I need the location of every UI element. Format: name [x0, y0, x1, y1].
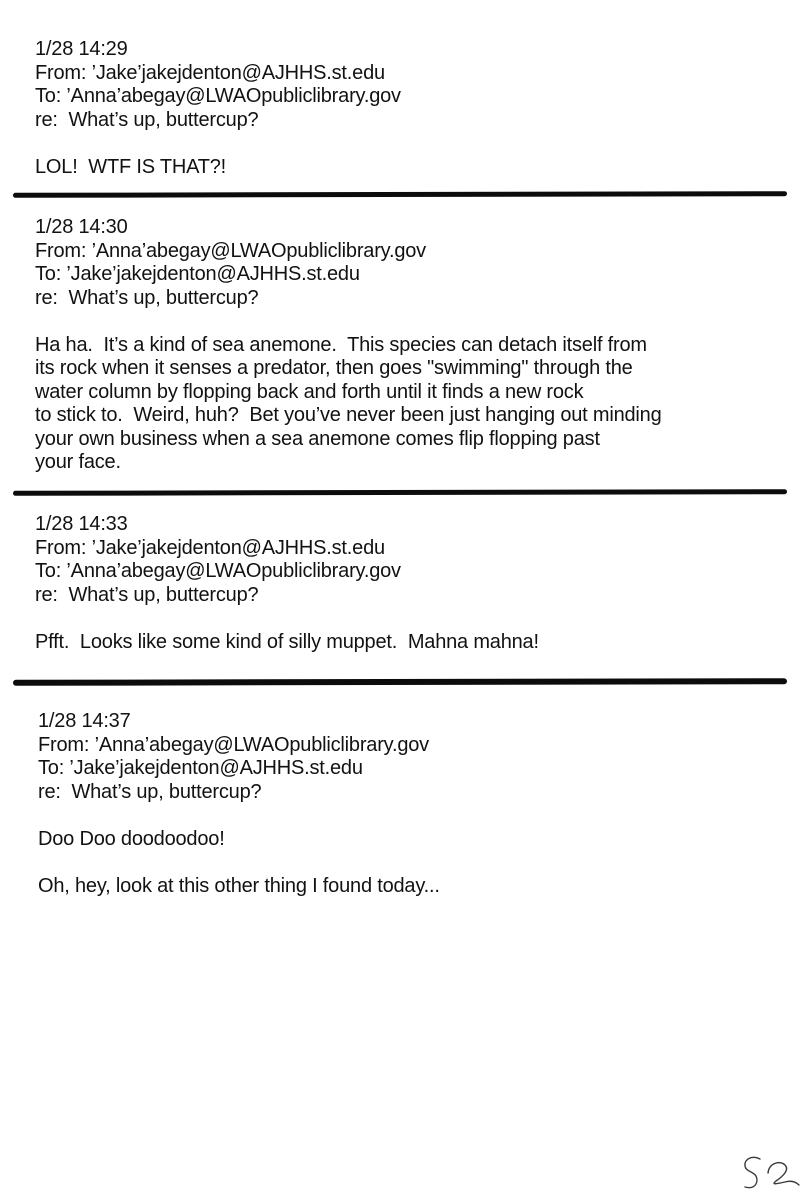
email-body-line: its rock when it senses a predator, then goes "swimming" through the	[35, 357, 633, 379]
email-subject: re: What’s up, buttercup?	[35, 583, 259, 606]
email-subject: re: What’s up, buttercup?	[38, 780, 262, 803]
email-body-line: Oh, hey, look at this other thing I found today...	[38, 874, 440, 897]
email-body-line: water column by flopping back and forth until it finds a new rock	[35, 380, 584, 403]
email-to: To: ’Jake’jakejdenton@AJHHS.st.edu	[38, 757, 363, 779]
email-body-line: your own business when a sea anemone comes flip flopping past	[35, 427, 600, 450]
email-body-line: to stick to. Weird, huh? Bet you’ve never been just hanging out minding	[35, 404, 662, 426]
email-subject: re: What’s up, buttercup?	[35, 108, 259, 131]
email-timestamp: 1/28 14:29	[35, 38, 128, 60]
email-body-line: Pfft. Looks like some kind of silly muppet. Mahna mahna!	[35, 630, 539, 653]
email-message-3	[35, 513, 780, 654]
email-to: To: ’Anna’abegay@LWAOpubliclibrary.gov	[35, 560, 401, 582]
email-timestamp: 1/28 14:30	[35, 216, 128, 238]
email-timestamp: 1/28 14:37	[38, 710, 131, 732]
email-body-line: Doo Doo doodoodoo!	[38, 827, 225, 850]
email-message-2	[35, 216, 780, 475]
email-from: From: ’Jake’jakejdenton@AJHHS.st.edu	[35, 61, 385, 84]
handwritten-page-number	[733, 1150, 800, 1200]
email-body-line: Ha ha. It’s a kind of sea anemone. This species can detach itself from	[35, 333, 647, 356]
email-from: From: ’Jake’jakejdenton@AJHHS.st.edu	[35, 536, 385, 559]
email-message-4	[38, 710, 780, 898]
email-to: To: ’Anna’abegay@LWAOpubliclibrary.gov	[35, 85, 401, 107]
email-timestamp: 1/28 14:33	[35, 513, 128, 535]
message-divider	[13, 489, 787, 496]
email-from: From: ’Anna’abegay@LWAOpubliclibrary.gov	[38, 733, 429, 756]
email-body-line: LOL! WTF IS THAT?!	[35, 155, 227, 178]
email-to: To: ’Jake’jakejdenton@AJHHS.st.edu	[35, 263, 360, 285]
message-divider	[13, 678, 787, 686]
email-body-line: your face.	[35, 451, 121, 473]
email-subject: re: What’s up, buttercup?	[35, 286, 259, 309]
email-from: From: ’Anna’abegay@LWAOpubliclibrary.gov	[35, 239, 426, 262]
email-message-1	[35, 38, 780, 179]
message-divider	[13, 191, 787, 198]
